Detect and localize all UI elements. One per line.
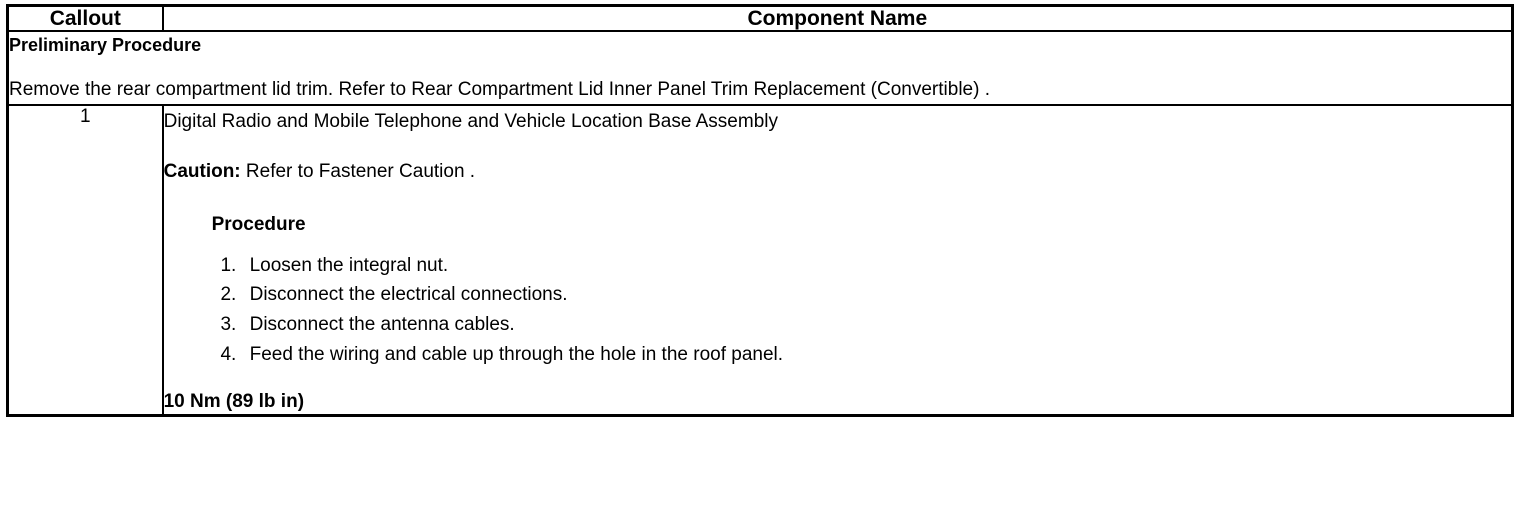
list-item: 3. Disconnect the antenna cables. (242, 313, 1511, 338)
component-detail-cell (163, 105, 1513, 416)
caution-note (164, 160, 1511, 185)
torque-specification: 10 Nm (89 lb in) (163, 390, 305, 412)
component-title: Digital Radio and Mobile Telephone and Vehicle Location Base Assembly (163, 110, 778, 132)
list-item: 1. Loosen the integral nut. (242, 254, 1511, 279)
caution-label: Caution: (163, 161, 241, 183)
procedure-heading: Procedure (211, 214, 306, 236)
preliminary-procedure-title: Preliminary Procedure (9, 35, 202, 56)
header-callout: Callout (8, 6, 163, 32)
table-row (8, 105, 1513, 416)
procedure-step-list (164, 254, 1511, 368)
preliminary-procedure-row (8, 31, 1513, 105)
table-header-row (8, 6, 1513, 32)
caution-text: Refer to Fastener Caution . (240, 161, 476, 183)
list-item: 2. Disconnect the electrical connections. (242, 283, 1511, 308)
preliminary-procedure-text: Remove the rear compartment lid trim. Refer to Rear Compartment Lid Inner Panel Trim Replacement (Convertible) . (9, 79, 990, 101)
list-item: 4. Feed the wiring and cable up through the hole in the roof panel. (242, 343, 1511, 368)
preliminary-procedure-cell (8, 31, 1513, 105)
component-procedure-table (6, 4, 1514, 417)
header-component-name: Component Name (163, 6, 1513, 32)
callout-number: 1 (8, 105, 163, 416)
